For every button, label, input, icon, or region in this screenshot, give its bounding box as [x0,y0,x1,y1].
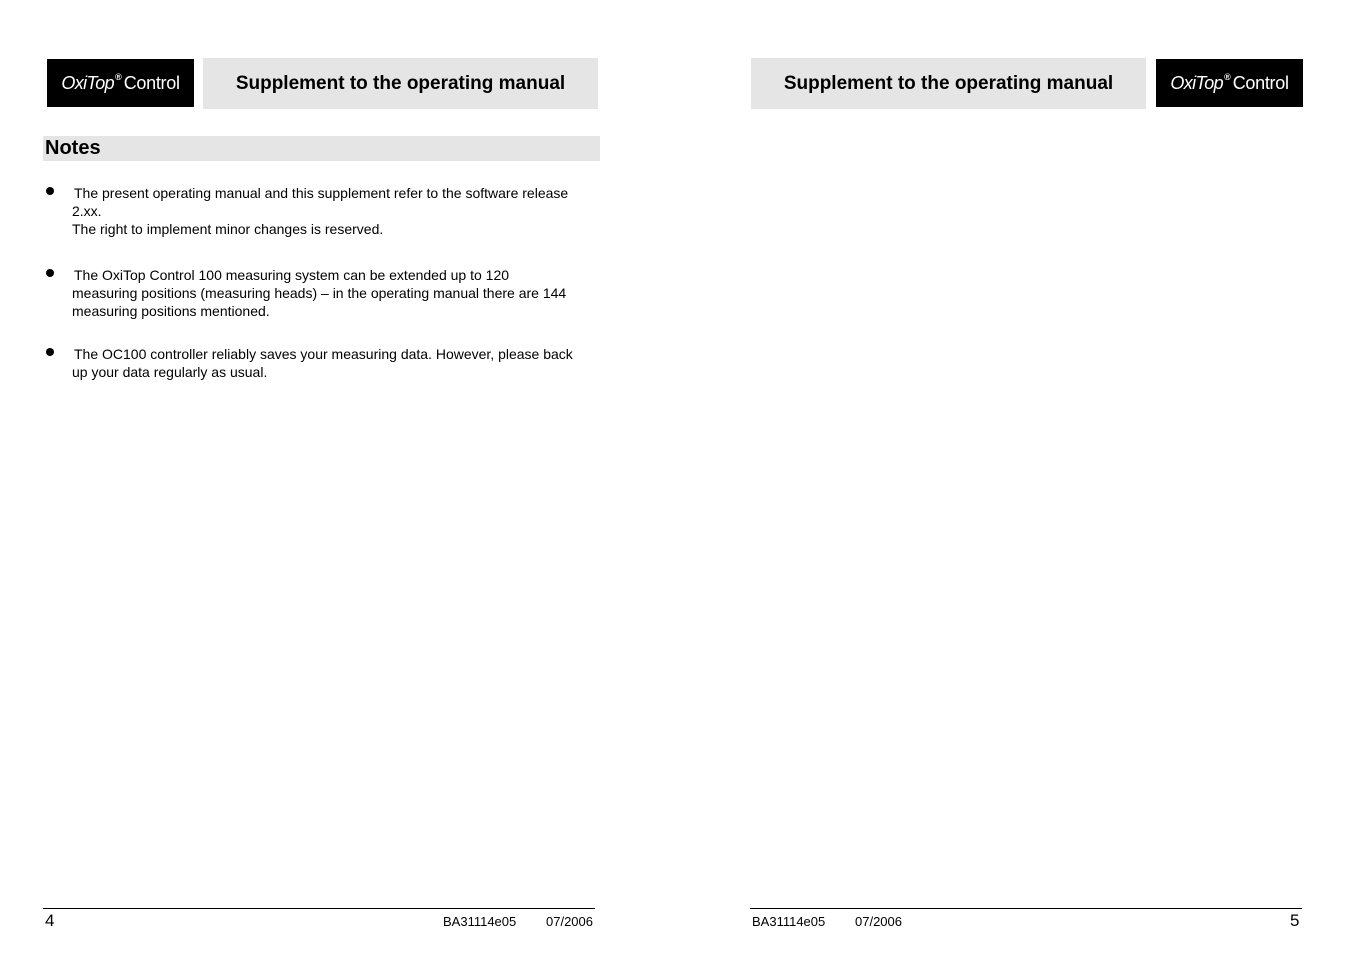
note-text [72,184,568,238]
note-line: The OxiTop Control 100 measuring system can be extended up to 120 [74,267,510,283]
logo-brand: OxiTop [1170,72,1224,93]
logo-product: Control [123,72,180,93]
logo-registered-mark: ® [115,72,122,82]
logo-registered-mark: ® [1224,72,1231,82]
page-header-title: Supplement to the operating manual [203,58,598,109]
note-line: The present operating manual and this supplement refer to the software release [74,185,569,201]
bullet-icon [46,269,54,277]
notes-heading: Notes [45,137,101,159]
logo-brand: OxiTop [61,72,115,93]
footer-divider [43,908,595,909]
note-line: up your data regularly as usual. [72,364,268,380]
bullet-icon [46,348,54,356]
note-line: The right to implement minor changes is reserved. [72,221,384,237]
note-text [72,345,573,381]
footer-divider [750,908,1302,909]
document-code: BA31114e05 [443,914,517,929]
note-line: 2.xx. [72,203,102,219]
note-line: The OC100 controller reliably saves your measuring data. However, please back [74,346,573,362]
notes-section-bar [43,136,600,161]
document-date: 07/2006 [855,914,902,929]
page-number: 4 [45,911,55,930]
document-date: 07/2006 [546,914,593,929]
bullet-icon [46,187,54,195]
page-number: 5 [1290,911,1300,930]
document-code: BA31114e05 [752,914,826,929]
oxitop-control-logo [47,59,194,107]
note-line: measuring positions mentioned. [72,303,270,319]
note-line: measuring positions (measuring heads) – in the operating manual there are 144 [72,285,567,301]
page-header-title: Supplement to the operating manual [751,58,1146,109]
logo-product: Control [1232,72,1289,93]
oxitop-control-logo [1156,59,1303,107]
note-text [72,266,566,320]
